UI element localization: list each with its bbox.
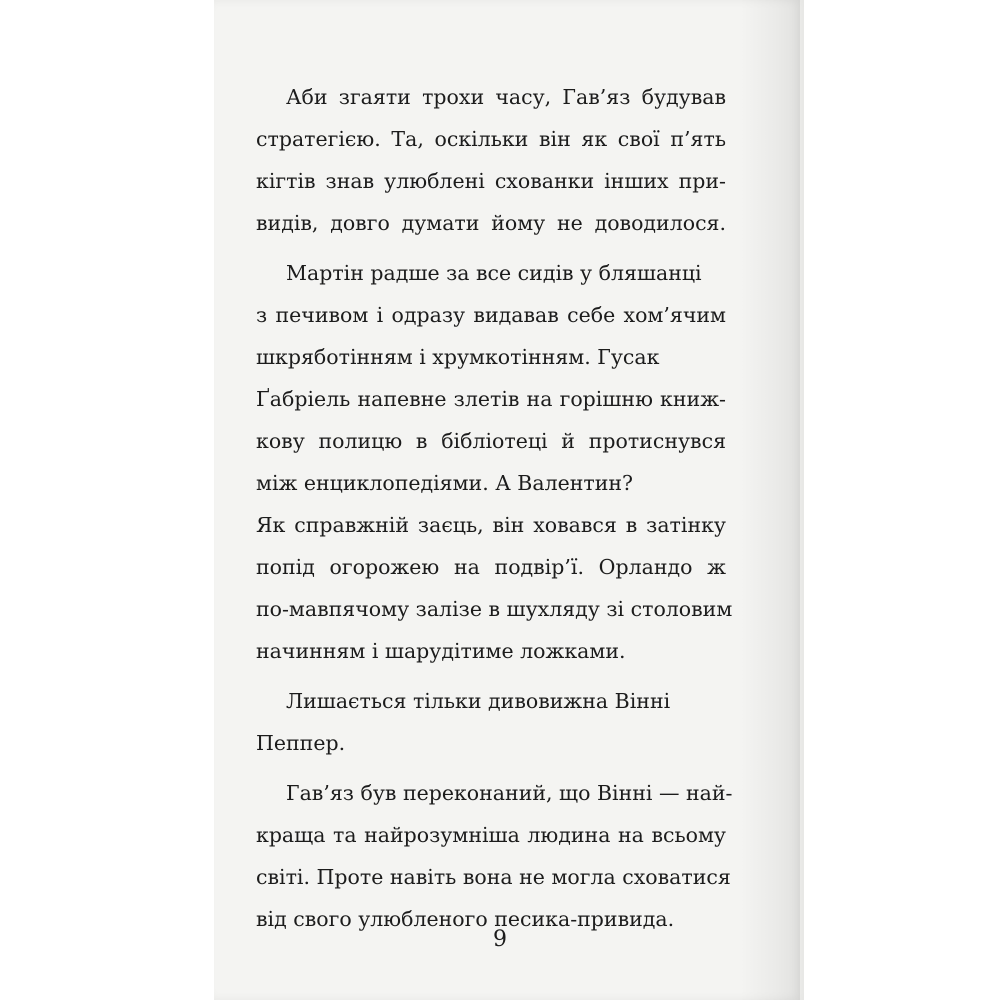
text-line: попід огорожею на подвір’ї. Орландо ж (256, 555, 726, 579)
text-line: шкряботінням і хрумкотінням. Гусак (256, 345, 660, 369)
text-line: видів, довго думати йому не доводилося. (256, 211, 726, 235)
text-line: між енциклопедіями. А Валентин? (256, 471, 634, 495)
body-text (256, 76, 733, 940)
text-line: Лишається тільки дивовижна Вінні (286, 689, 671, 713)
text-line: начинням і шарудітиме ложками. (256, 639, 626, 663)
text-line: по-мавпячому залізе в шухляду зі столовим (256, 597, 733, 621)
text-line: кігтів знав улюблені схованки інших при- (256, 169, 726, 193)
text-line: стратегією. Та, оскільки він як свої п’ять (256, 127, 726, 151)
text-line: Як справжній заєць, він ховався в затінку (256, 513, 726, 537)
text-line: з печивом і одразу видавав себе хом’ячим (256, 303, 726, 327)
page-edge-shadow (740, 0, 800, 1000)
text-line: Гав’яз був переконаний, що Вінні — най- (286, 781, 733, 805)
text-line: Ґабріель напевне злетів на горішню книж- (256, 387, 726, 411)
text-line: краща та найрозумніша людина на всьому (256, 823, 726, 847)
text-line: кову полицю в бібліотеці й протиснувся (256, 429, 726, 453)
text-line: світі. Проте навіть вона не могла сховатися (256, 865, 731, 889)
page-number: 9 (493, 927, 507, 952)
text-line: від свого улюбленого песика-привида. (256, 907, 675, 931)
text-line: Пеппер. (256, 731, 346, 755)
text-line: Аби згаяти трохи часу, Гав’яз будував (286, 85, 726, 109)
text-line: Мартін радше за все сидів у бляшанці (286, 261, 702, 285)
